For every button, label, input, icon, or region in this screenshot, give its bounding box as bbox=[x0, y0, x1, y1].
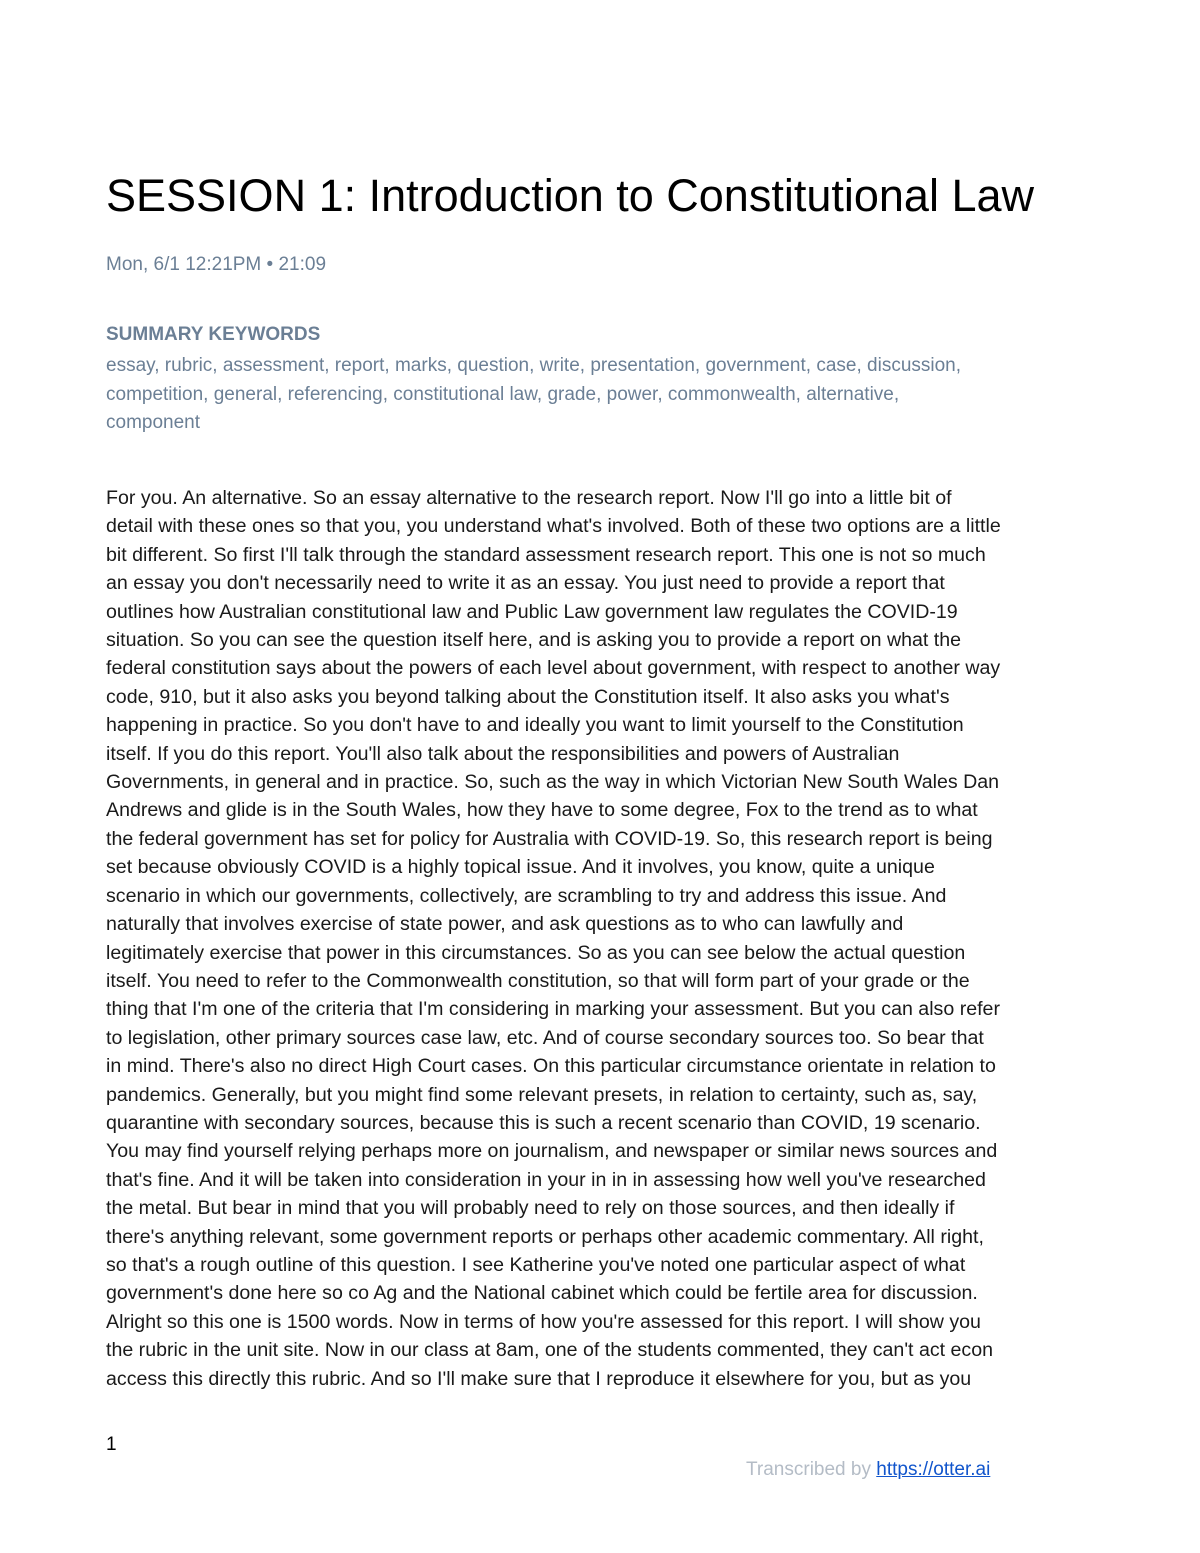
transcript-line: code, 910, but it also asks you beyond talking about the Constitution itself. It also asks you what's bbox=[106, 685, 950, 708]
transcript-line: detail with these ones so that you, you understand what's involved. Both of these two options are a little bbox=[106, 515, 1001, 538]
footer-label: Transcribed by bbox=[746, 1459, 877, 1480]
transcript-body bbox=[106, 484, 1106, 1393]
transcript-line: to legislation, other primary sources case law, etc. And of course secondary sources too. So bear that bbox=[106, 1026, 984, 1049]
transcript-line: outlines how Australian constitutional law and Public Law government law regulates the COVID-19 bbox=[106, 600, 958, 623]
transcript-line: scenario in which our governments, collectively, are scrambling to try and address this issue. And bbox=[106, 884, 947, 907]
transcript-line: Governments, in general and in practice. So, such as the way in which Victorian New South Wales Dan bbox=[106, 771, 1000, 794]
transcript-line: government's done here so co Ag and the National cabinet which could be fertile area for discussion. bbox=[106, 1282, 978, 1305]
transcript-line: quarantine with secondary sources, because this is such a recent scenario than COVID, 19 scenario. bbox=[106, 1111, 981, 1134]
transcript-line: federal constitution says about the powers of each level about government, with respect to another way bbox=[106, 657, 1001, 680]
transcript-line: so that's a rough outline of this question. I see Katherine you've noted one particular aspect of what bbox=[106, 1253, 966, 1276]
transcript-line: situation. So you can see the question itself here, and is asking you to provide a report on what the bbox=[106, 629, 962, 652]
transcript-line: happening in practice. So you don't have to and ideally you want to limit yourself to the Constitution bbox=[106, 714, 964, 737]
transcript-line: that's fine. And it will be taken into consideration in your in in in assessing how well you've researched bbox=[106, 1168, 986, 1191]
transcript-line: naturally that involves exercise of state power, and ask questions as to who can lawfully and bbox=[106, 913, 904, 936]
transcript-line: itself. If you do this report. You'll also talk about the responsibilities and powers of Australian bbox=[106, 742, 900, 765]
transcript-line: itself. You need to refer to the Commonwealth constitution, so that will form part of your grade or the bbox=[106, 969, 970, 992]
transcript-line: access this directly this rubric. And so I'll make sure that I reproduce it elsewhere for you, but as you bbox=[106, 1367, 972, 1390]
transcript-line: Alright so this one is 1500 words. Now in terms of how you're assessed for this report. I will show you bbox=[106, 1310, 981, 1333]
transcript-line: an essay you don't necessarily need to write it as an essay. You just need to provide a report that bbox=[106, 572, 945, 595]
keywords-line: component bbox=[106, 412, 201, 433]
transcript-line: You may find yourself relying perhaps more on journalism, and newspaper or similar news sources and bbox=[106, 1140, 998, 1163]
transcript-line: legitimately exercise that power in this circumstances. So as you can see below the actual question bbox=[106, 941, 966, 964]
transcript-line: there's anything relevant, some government reports or perhaps other academic commentary. All right, bbox=[106, 1225, 984, 1248]
transcript-line: bit different. So first I'll talk through the standard assessment research report. This one is not so much bbox=[106, 543, 986, 566]
transcript-line: the federal government has set for policy for Australia with COVID-19. So, this research report is being bbox=[106, 827, 993, 850]
transcription-footer bbox=[746, 1459, 990, 1481]
transcript-line: set because obviously COVID is a highly topical issue. And it involves, you know, quite a unique bbox=[106, 856, 935, 879]
transcript-line: pandemics. Generally, but you might find some relevant presets, in relation to certainty, such as, say, bbox=[106, 1083, 978, 1106]
page-number: 1 bbox=[106, 1434, 117, 1455]
transcript-line: the rubric in the unit site. Now in our class at 8am, one of the students commented, they can't act econ bbox=[106, 1339, 994, 1362]
keywords-heading: SUMMARY KEYWORDS bbox=[106, 324, 321, 345]
keywords-line: competition, general, referencing, constitutional law, grade, power, commonwealth, alternative, bbox=[106, 383, 900, 405]
otter-link[interactable]: https://otter.ai bbox=[876, 1459, 991, 1480]
keywords-line: essay, rubric, assessment, report, marks, question, write, presentation, government, case, discussion, bbox=[106, 355, 962, 376]
transcript-line: For you. An alternative. So an essay alternative to the research report. Now I'll go into a little bit of bbox=[106, 487, 952, 509]
keywords-list bbox=[106, 352, 1096, 438]
transcript-line: Andrews and glide is in the South Wales, how they have to some degree, Fox to the trend as to what bbox=[106, 799, 978, 822]
transcript-line: thing that I'm one of the criteria that I'm considering in marking your assessment. But you can also refer bbox=[106, 998, 1000, 1021]
document-title: SESSION 1: Introduction to Constitutional Law bbox=[106, 170, 1034, 221]
session-meta: Mon, 6/1 12:21PM • 21:09 bbox=[106, 254, 327, 275]
transcript-line: in mind. There's also no direct High Court cases. On this particular circumstance orientate in relation to bbox=[106, 1055, 996, 1078]
transcript-line: the metal. But bear in mind that you will probably need to rely on those sources, and then ideally if bbox=[106, 1197, 955, 1220]
